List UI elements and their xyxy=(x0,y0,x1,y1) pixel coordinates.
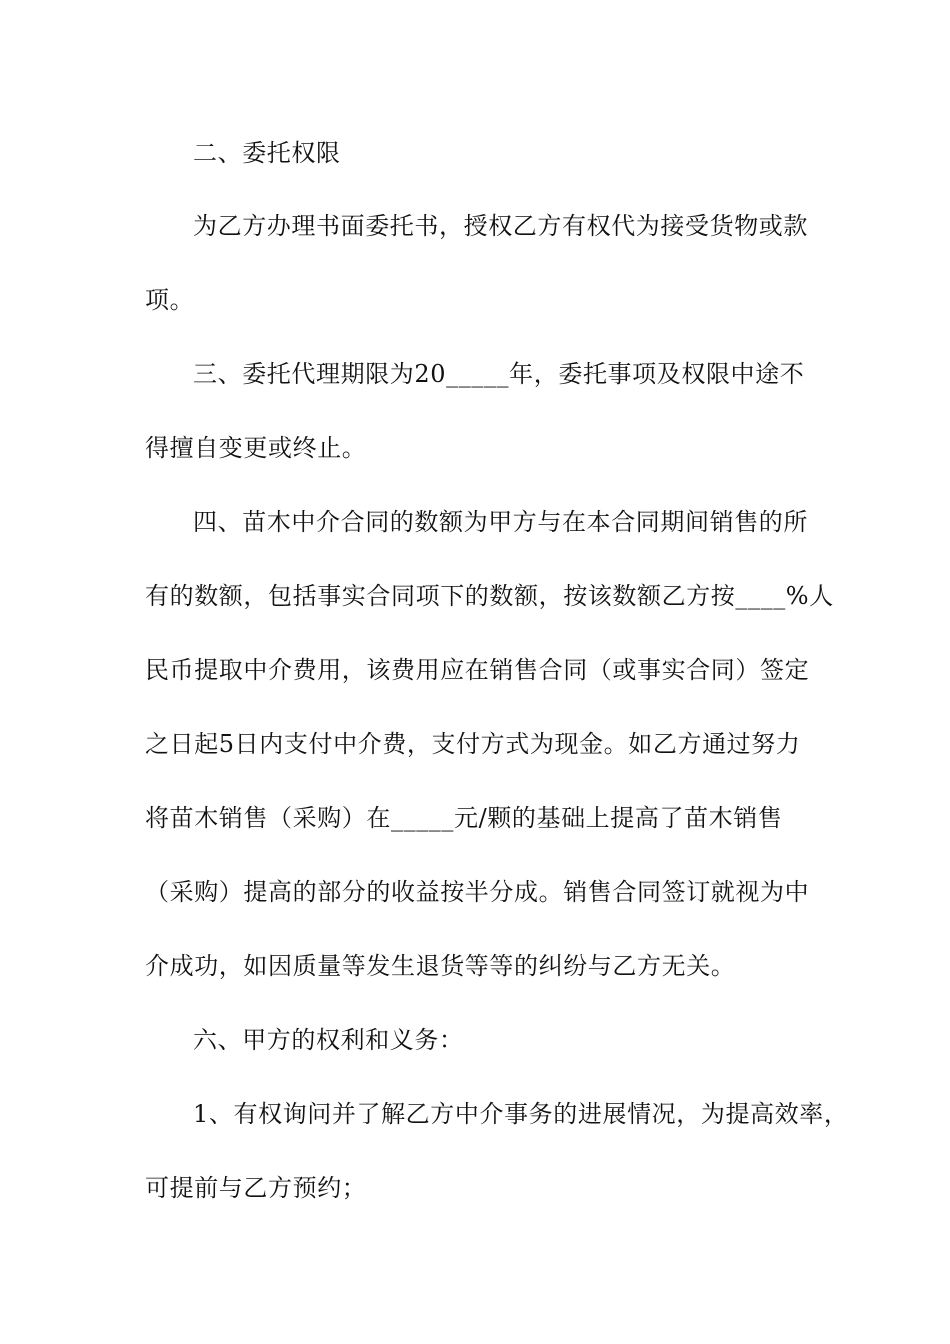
paragraph-line: 有的数额，包括事实合同项下的数额，按该数额乙方按____%人 xyxy=(145,582,834,610)
paragraph-line: 四、苗木中介合同的数额为甲方与在本合同期间销售的所 xyxy=(193,508,808,536)
paragraph-line: 项。 xyxy=(145,286,195,314)
paragraph-line: 介成功，如因质量等发生退货等等的纠纷与乙方无关。 xyxy=(145,952,736,980)
paragraph-line: （采购）提高的部分的收益按半分成。销售合同签订就视为中 xyxy=(145,878,810,906)
paragraph-line: 得擅自变更或终止。 xyxy=(145,434,367,462)
paragraph-line: 可提前与乙方预约； xyxy=(145,1174,367,1202)
paragraph-line: 1、有权询问并了解乙方中介事务的进展情况，为提高效率， xyxy=(193,1100,849,1128)
section-heading-party-a-rights: 六、甲方的权利和义务： xyxy=(193,1026,464,1054)
paragraph-line: 民币提取中介费用，该费用应在销售合同（或事实合同）签定 xyxy=(145,656,810,684)
paragraph-line: 三、委托代理期限为20_____年，委托事项及权限中途不 xyxy=(193,360,805,388)
paragraph-line: 为乙方办理书面委托书，授权乙方有权代为接受货物或款 xyxy=(193,212,808,240)
paragraph-line: 将苗木销售（采购）在_____元/颗的基础上提高了苗木销售 xyxy=(145,804,783,832)
paragraph-line: 之日起5日内支付中介费，支付方式为现金。如乙方通过努力 xyxy=(145,730,801,758)
section-heading-authority: 二、委托权限 xyxy=(193,139,341,167)
